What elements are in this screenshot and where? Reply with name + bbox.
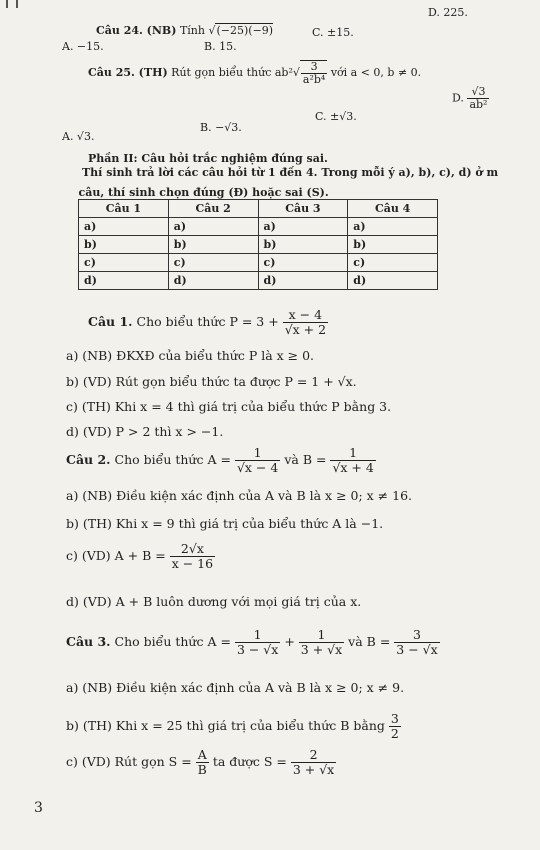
c3-plus: +: [284, 633, 295, 649]
c1-stem-text: Cho biểu thức: [136, 313, 226, 329]
table-cell[interactable]: b): [168, 236, 258, 254]
q25-den: a²b⁴: [302, 73, 326, 87]
c3-item-c[interactable]: [66, 748, 336, 777]
q25-option-a[interactable]: A. √3.: [62, 130, 95, 143]
c3-item-c-den2: 3 + √x: [292, 761, 335, 777]
table-cell[interactable]: d): [79, 272, 169, 290]
c2-a-num: 1: [235, 446, 280, 461]
c2-stem-text: Cho biểu thức: [114, 451, 204, 467]
table-header-cau2: Câu 2: [168, 200, 258, 218]
table-header-row: [79, 186, 438, 200]
q25-option-d-label: D.: [452, 91, 464, 105]
c3-item-c-mid: ta được: [212, 753, 260, 769]
c3-item-c-frac1: [196, 748, 209, 777]
table-row: [79, 272, 438, 290]
c3-stem-text: Cho biểu thức: [114, 633, 204, 649]
c2-b-pre: B =: [302, 451, 327, 467]
c3-b-num: 3: [394, 628, 439, 643]
c1-label: Câu 1.: [88, 313, 133, 329]
c2-item-c-pre: c) (VD) A + B =: [66, 547, 166, 563]
c2-item-c-frac: [170, 542, 215, 571]
table-cell[interactable]: d): [258, 272, 348, 290]
c3-a1-num: 1: [235, 628, 280, 643]
table-cell[interactable]: c): [168, 254, 258, 272]
part2-line3-in-table: câu, thí sinh chọn đúng (Đ) hoặc sai (S).: [78, 186, 329, 199]
table-cell[interactable]: a): [348, 218, 438, 236]
q24-stem: [96, 24, 273, 37]
c3-a1-den: 3 − √x: [236, 641, 279, 657]
c3-item-b-frac: [389, 712, 401, 741]
c3-a2-den: 3 + √x: [300, 641, 343, 657]
c2-b-frac: [330, 446, 375, 475]
table-cell[interactable]: c): [348, 254, 438, 272]
c2-b-num: 1: [330, 446, 375, 461]
c1-item-b[interactable]: b) (VD) Rút gọn biểu thức ta được P = 1 + √x.: [66, 374, 357, 389]
q24-option-c[interactable]: C. ±15.: [312, 26, 354, 39]
c3-a1-frac: [235, 628, 280, 657]
c2-b-den: √x + 4: [332, 459, 374, 475]
table-cell[interactable]: d): [168, 272, 258, 290]
c3-item-c-num1: A: [196, 748, 209, 763]
table-cell[interactable]: b): [258, 236, 348, 254]
q25-root: [293, 66, 300, 79]
q25-option-d-den: ab²: [469, 98, 488, 112]
c2-item-a[interactable]: a) (NB) Điều kiện xác định của A và B là x ≥ 0; x ≠ 16.: [66, 488, 413, 503]
q24-expr: (−25)(−9): [216, 24, 274, 37]
c1-frac: [283, 308, 328, 337]
q25-option-d[interactable]: [452, 86, 489, 111]
c2-item-d[interactable]: d) (VD) A + B luôn dương với mọi giá trị của x.: [66, 594, 362, 609]
table-cell[interactable]: d): [348, 272, 438, 290]
q25-stem: [88, 60, 421, 86]
c3-and: và: [348, 633, 363, 649]
c3-b-frac: [394, 628, 439, 657]
table-row: [79, 236, 438, 254]
q25-option-c[interactable]: C. ±√3.: [315, 110, 357, 123]
c2-label: Câu 2.: [66, 451, 111, 467]
c3-item-b[interactable]: [66, 712, 401, 741]
c1-item-d[interactable]: d) (VD) P > 2 thì x > −1.: [66, 424, 224, 439]
q24-option-a[interactable]: A. −15.: [62, 40, 104, 53]
table-row: [79, 218, 438, 236]
table-header-cau4: Câu 4: [348, 200, 438, 218]
c3-a-pre: A =: [207, 633, 231, 649]
q24-text: Tính: [179, 24, 205, 37]
q25-label: Câu 25. (TH): [88, 66, 168, 80]
q25-condition: với a < 0, b ≠ 0.: [330, 66, 422, 80]
c1-den: √x + 2: [284, 321, 327, 337]
c3-item-c-pre: c) (VD) Rút gọn: [66, 753, 165, 769]
table-cell[interactable]: b): [348, 236, 438, 254]
q24-option-b[interactable]: B. 15.: [204, 40, 237, 53]
c1-item-a[interactable]: a) (NB) ĐKXĐ của biểu thức P là x ≥ 0.: [66, 348, 315, 363]
c1-expr-pre: P = 3 +: [229, 313, 279, 329]
answer-table: [78, 186, 438, 290]
table-caption-cell: [79, 186, 438, 200]
table-row: [79, 200, 438, 218]
c2-item-c[interactable]: [66, 542, 215, 571]
table-cell[interactable]: c): [258, 254, 348, 272]
c3-label: Câu 3.: [66, 633, 111, 649]
corner-mark: [0, 0, 30, 10]
c3-a2-num: 1: [299, 628, 344, 643]
q25-option-d-frac: [467, 86, 489, 111]
c2-stem: [66, 446, 376, 475]
c3-b-pre: B =: [366, 633, 391, 649]
table-row: [79, 254, 438, 272]
q25-option-b[interactable]: B. −√3.: [200, 121, 242, 134]
c1-num: x − 4: [283, 308, 328, 323]
c1-stem: [88, 308, 328, 337]
c3-item-b-den: 2: [390, 725, 399, 741]
q25-expr-pre: ab²: [274, 66, 293, 80]
part2-line2: Thí sinh trả lời các câu hỏi từ 1 đến 4. Trong mỗi ý a), b), c), d) ở m: [82, 166, 499, 179]
c2-and: và: [284, 451, 299, 467]
c3-stem: [66, 628, 440, 657]
c2-a-frac: [235, 446, 280, 475]
table-cell[interactable]: c): [79, 254, 169, 272]
c2-item-b[interactable]: b) (TH) Khi x = 9 thì giá trị của biểu thức A là −1.: [66, 516, 384, 531]
page-number: 3: [34, 800, 43, 816]
c1-item-c[interactable]: c) (TH) Khi x = 4 thì giá trị của biểu thức P bằng 3.: [66, 399, 392, 414]
c3-item-b-num: 3: [390, 711, 399, 726]
table-header-cau1: Câu 1: [79, 200, 169, 218]
c3-item-a[interactable]: a) (NB) Điều kiện xác định của A và B là x ≥ 0; x ≠ 9.: [66, 680, 405, 695]
q24-label: Câu 24. (NB): [96, 24, 177, 37]
table-cell[interactable]: a): [168, 218, 258, 236]
c2-a-pre: A =: [207, 451, 231, 467]
q25-num: 3: [301, 61, 327, 74]
c3-item-b-pre: b) (TH) Khi x = 25 thì giá trị của biểu thức B bằng: [66, 717, 385, 733]
c3-a2-frac: [299, 628, 344, 657]
part2-title: Phần II: Câu hỏi trắc nghiệm đúng sai.: [88, 152, 328, 165]
c2-a-den: √x − 4: [236, 459, 279, 475]
q24-option-d[interactable]: D. 225.: [428, 6, 468, 19]
table-cell[interactable]: a): [258, 218, 348, 236]
q25-text: Rút gọn biểu thức: [171, 66, 272, 80]
table-header-cau3: Câu 3: [258, 200, 348, 218]
c3-item-c-frac2: [291, 748, 336, 777]
q25-frac: [300, 60, 327, 86]
q25-option-d-num: √3: [467, 86, 489, 99]
c3-item-c-s2: S =: [263, 753, 287, 769]
table-cell[interactable]: a): [79, 218, 169, 236]
table-cell[interactable]: b): [79, 236, 169, 254]
c2-item-c-num: 2√x: [170, 542, 215, 557]
c3-item-c-den1: B: [197, 761, 207, 777]
c3-b-den: 3 − √x: [396, 641, 438, 657]
c2-item-c-den: x − 16: [171, 555, 214, 571]
c3-item-c-s: S =: [168, 753, 192, 769]
c3-item-c-num2: 2: [291, 748, 336, 763]
